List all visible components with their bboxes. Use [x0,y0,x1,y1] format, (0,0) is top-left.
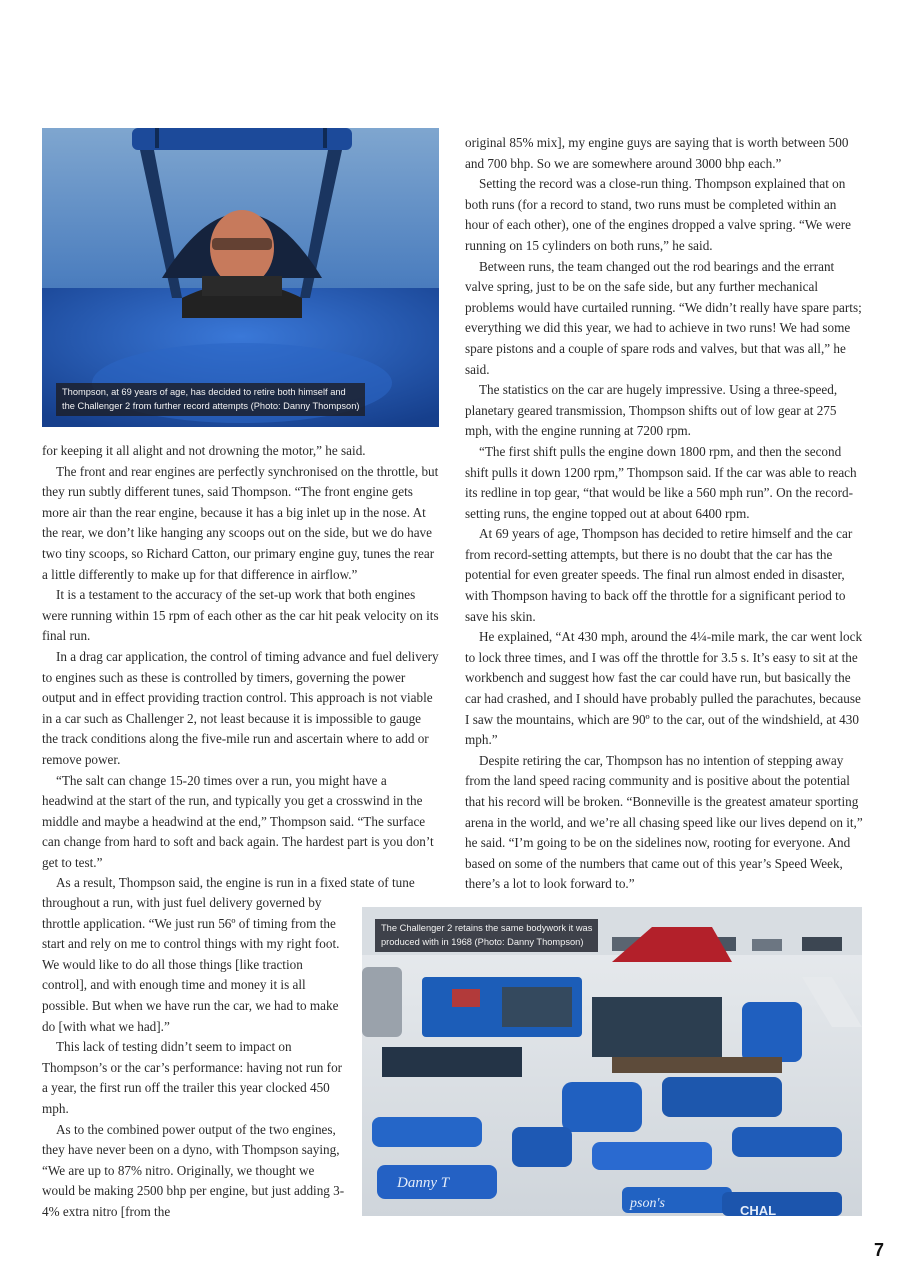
caption-line: the Challenger 2 from further record attempts (Photo: Danny Thompson) [62,401,360,411]
panel-text: pson's [630,1196,665,1211]
paragraph: Between runs, the team changed out the rod bearings and the errant valve spring, just to be on the safe side, but any further mechanical problems would have curtailed running. “We didn’t really have spare parts; everything we did this year, we had to achieve in two runs! We had some spare pistons and a couple of spare rods and valves, but that was all,” he said. [465,258,862,377]
panel-text: CHAL [740,1203,777,1216]
paragraph: Despite retiring the car, Thompson has no intention of stepping away from the land speed racing community and is positive about the potential that his record will be broken. “Bonneville is the greatest amateur sporting arena in the world, and we’re all chasing speed like our lives depend on it,” he said. “I’m going to be on the sidelines now, rooting for everyone. And based on some of the numbers that came out of this year’s Speed Week, there’s a lot to look forward to.” [465,752,863,892]
paragraph: At 69 years of age, Thompson has decided to retire himself and the car from record-setting attempts, but there is no doubt that the car has the potential for even greater speeds. The final run almost ended in disaster, with Thompson having to back off the throttle for a significant period to save his skin. [465,526,853,624]
caption-line: Thompson, at 69 years of age, has decided to retire both himself and [62,387,346,397]
paragraph: This lack of testing didn’t seem to impact on Thompson’s or the car’s performance: having not run for a year, the first run off the trailer this year clocked 450 mph. [42,1039,343,1116]
paragraph: He explained, “At 430 mph, around the 4¼-mile mark, the car went lock to lock three times, and I was off the throttle for 3.5 s. It’s easy to sit at the workbench and suggest how fast the car could have run, but basically the car had crashed, and I should have probably pulled the parachutes, because I saw the mountains, which are 90º to the car, out of the windshield, at 430 mph.” [465,629,863,748]
paragraph: As a result, Thompson said, the engine is run in a fixed state of tune [56,875,415,891]
paragraph: Setting the record was a close-run thing. Thompson explained that on both runs (for a record to stand, two runs must be completed within an hour of each other), one of the engines dropped a valve spring. “We were running on 15 cylinders on both runs,” he said. [465,176,851,253]
left-column-upper [42,441,439,894]
paragraph: throughout a run, with just fuel delivery governed by throttle application. “We just run 56º of timing from the start and rely on me to control things with my right foot. We would like to do all those things [like traction control], and with enough time and money it is all possible. But when we have run the car, we had to make do [with what we had].” [42,895,340,1034]
paragraph: for keeping it all alight and not drowning the motor,” he said. [42,443,366,458]
pit-crew-photo [362,907,862,1216]
paragraph: The statistics on the car are hugely impressive. Using a three-speed, planetary geared transmission, Thompson shifts out of low gear at 275 mph, with the engine running at 7200 rpm. [465,382,838,439]
driver-photo-caption [56,383,365,416]
driver-cockpit-photo [42,128,439,427]
paragraph: The front and rear engines are perfectly synchronised on the throttle, but they run subtly different tunes, said Thompson. “The front engine gets more air than the rear engine, because it has a big inlet up in the nose. At the rear, we don’t like hanging any scoops out on the side, but we do have two tiny scoops, so Richard Catton, our primary engine guy, tunes the rear a little differently to make up for that difference in airflow.” [42,463,439,582]
page-number: 7 [873,1240,884,1260]
caption-line: produced with in 1968 (Photo: Danny Thompson) [381,937,584,947]
pit-photo-caption [375,919,598,952]
paragraph: In a drag car application, the control of timing advance and fuel delivery to engines such as these is controlled by timers, governing the power output and in effect providing traction control. This approach is not viable in a car such as Challenger 2, not least because it is impossible to gauge the track conditions along the five-mile run and ascertain where to add or remove power. [42,648,439,767]
paragraph: original 85% mix], my engine guys are saying that is worth between 500 and 700 bhp. So we are somewhere around 3000 bhp each.” [465,135,849,171]
paragraph: As to the combined power output of the two engines, they have never been on a dyno, with Thompson saying, “We are up to 87% nitro. Originally, we thought we would be making 2500 bhp per engine, but just adding 3-4% extra nitro [from the [42,1121,345,1219]
caption-line: The Challenger 2 retains the same bodywork it was [381,923,593,933]
paragraph: It is a testament to the accuracy of the set-up work that both engines were running within 15 rpm of each other as the car hit peak velocity on its final run. [42,587,439,644]
left-column-lower [42,893,345,1223]
paragraph: “The first shift pulls the engine down 1800 rpm, and then the second shift pulls it down 1200 rpm,” Thompson said. If the car was able to reach its redline in top gear, “that would be like a 560 mph run”. On the record-setting runs, the engine topped out at about 6400 rpm. [465,443,857,521]
paragraph: “The salt can change 15-20 times over a run, you might have a headwind at the start of the run, and typically you get a crosswind in the middle and maybe a headwind at the end,” Thompson said. “The surface can change from hard to soft and back again. The hardest part is you don’t get to test.” [42,772,434,870]
pit-photo-illustration [362,907,862,1216]
right-column [465,133,863,895]
panel-text: Danny T [397,1175,450,1191]
